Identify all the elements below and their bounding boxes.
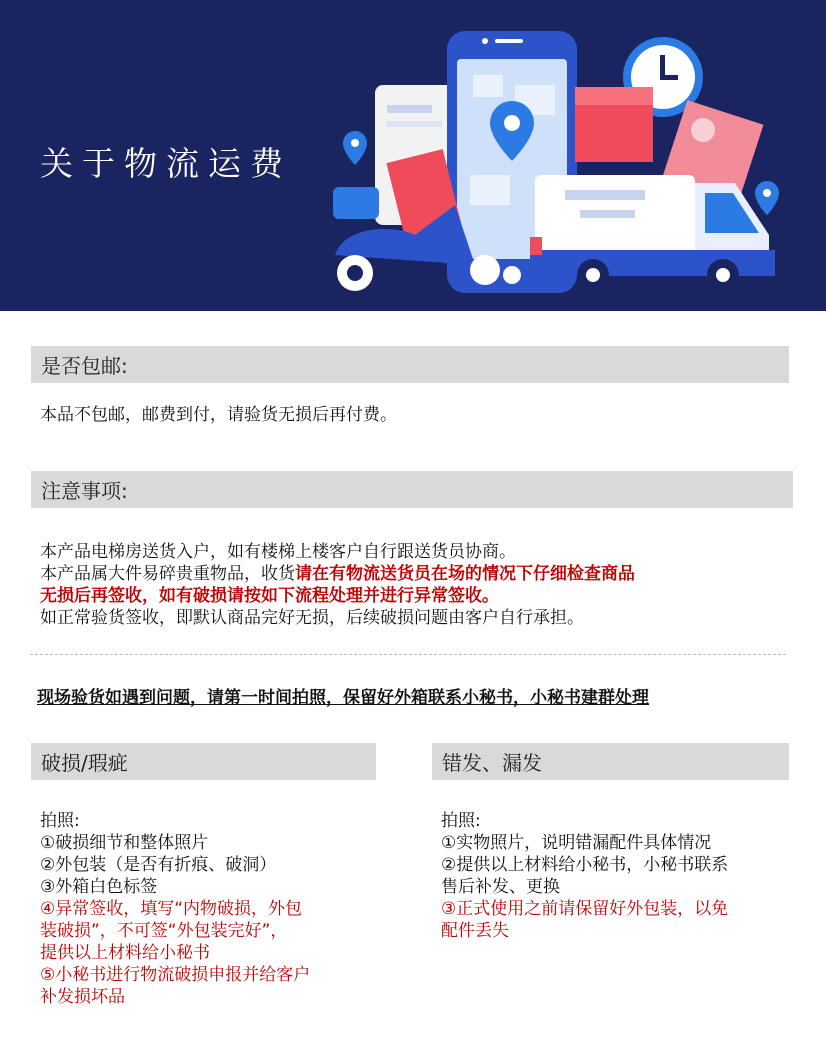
wrong-body	[441, 810, 728, 942]
shipping-heading-text: 是否包邮:	[41, 354, 128, 378]
damage-body	[40, 810, 310, 1008]
notes-line-2	[40, 563, 635, 585]
notes-line-2-alert: 请在有物流送货员在场的情况下仔细检查商品	[295, 564, 635, 584]
banner-title: 关于物流运费	[40, 144, 292, 183]
banner	[0, 0, 826, 311]
wrong-alert-line: 配件丢失	[441, 921, 509, 941]
notes-line-4: 如正常验货签收，即默认商品完好无损，后续破损问题由客户自行承担。	[40, 608, 584, 628]
damage-alert-line: 装破损”，不可签“外包装完好”，	[40, 921, 288, 941]
damage-alert-line: 补发损坏品	[40, 987, 125, 1007]
wrong-heading	[432, 743, 789, 780]
dashed-divider	[30, 654, 786, 655]
damage-alert-line: 提供以上材料给小秘书	[40, 943, 210, 963]
damage-line: ①破损细节和整体照片	[40, 833, 209, 853]
notes-line-2-prefix: 本产品属大件易碎贵重物品，收货	[40, 564, 295, 584]
wrong-line: 售后补发、更换	[441, 877, 560, 897]
damage-heading	[31, 743, 376, 780]
location-pin-icon	[343, 131, 367, 165]
wrong-line: ①实物照片，说明错漏配件具体情况	[441, 833, 712, 853]
location-pin-icon	[755, 181, 779, 215]
scooter-shape	[333, 187, 379, 219]
shipping-heading	[31, 346, 789, 383]
damage-alert-line: ⑤小秘书进行物流破损申报并给客户	[40, 965, 311, 985]
notes-heading	[31, 471, 793, 508]
notes-line-1: 本产品电梯房送货入户，如有楼梯上楼客户自行跟送货员协商。	[40, 542, 516, 562]
damage-line: ③外箱白色标签	[40, 877, 158, 897]
damage-line: ②外包装（是否有折痕、破洞）	[40, 855, 277, 875]
notice-text: 现场验货如遇到问题，请第一时间拍照，保留好外箱联系小秘书，小秘书建群处理	[37, 688, 649, 708]
wrong-line: ②提供以上材料给小秘书，小秘书联系	[441, 855, 729, 875]
notes-body	[40, 541, 635, 629]
damage-intro: 拍照:	[40, 811, 80, 831]
wrong-alert-line: ③正式使用之前请保留好外包装，以免	[441, 899, 729, 919]
shipping-body: 本品不包邮，邮费到付，请验货无损后再付费。	[40, 405, 397, 425]
damage-alert-line: ④异常签收，填写“内物破损，外包	[40, 899, 303, 919]
wrong-heading-text: 错发、漏发	[442, 751, 542, 775]
damage-heading-text: 破损/瑕疵	[41, 751, 128, 775]
notes-heading-text: 注意事项:	[41, 479, 128, 503]
notes-line-3-alert: 无损后再签收，如有破损请按如下流程处理并进行异常签收。	[40, 586, 499, 606]
wrong-intro: 拍照:	[441, 811, 481, 831]
delivery-illustration	[325, 25, 785, 295]
